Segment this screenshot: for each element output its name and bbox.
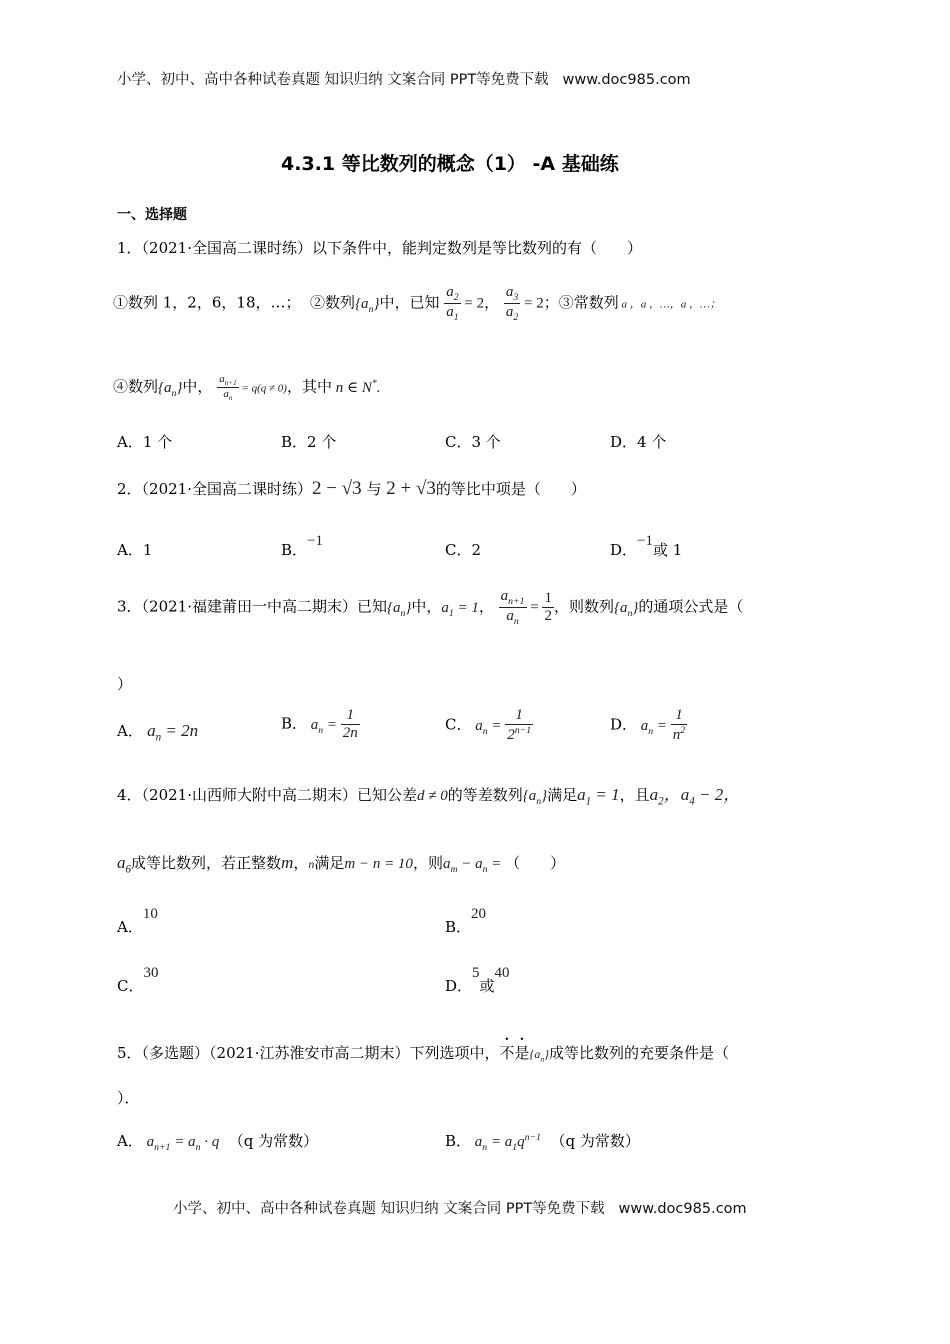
d-neq-0-formula: d ≠ 0 (417, 788, 448, 804)
banner-text: 小学、初中、高中各种试卷真题 知识归纳 文案合同 PPT等免费下载 (117, 72, 549, 88)
q1-cond2-a: ②数列 (310, 293, 356, 312)
q4-option-d-label: D． (445, 977, 473, 995)
q5-stem-a: 5．（多选题）（2021·江苏淮安市高二期末）下列选项中， (117, 1044, 500, 1062)
q3-option-b (281, 707, 360, 742)
seq-an-formula: $\{a_n\}$ (355, 295, 380, 315)
q5-stem-b: 成等比数列的充要条件是（ (549, 1044, 730, 1062)
q2-option-d-value: −1 (637, 533, 653, 549)
q5-close: ）． (117, 1089, 140, 1107)
q4-option-a-label: A． (117, 918, 143, 936)
q2-option-b (281, 533, 323, 560)
q2-mid: 与 (366, 480, 382, 498)
q4-option-c-label: C． (117, 977, 144, 995)
a2-a4-formula: $a_2$，$a_4 - 2$， (649, 785, 741, 808)
q1-cond1: ①数列 1，2，6，18，…； (113, 293, 301, 312)
q4-line2d: （ ） (505, 854, 566, 872)
q4-line2b: 满足 (314, 854, 345, 872)
q3-seq-formula: $\{a_n\}$ (387, 599, 412, 619)
q4-line2: $a_6$成等比数列，若正整数m，n满足m − n = 10，则$a_m - a_n$ = （ ） (117, 853, 566, 876)
q4-option-c-value: 30 (143, 965, 159, 981)
q4-mid3: ，且 (619, 786, 650, 804)
footer-banner-site: www.doc985.com (618, 1201, 747, 1217)
m-formula: m (281, 853, 294, 872)
q3-mid2: ，则数列 (553, 597, 614, 616)
q3-option-c (445, 707, 533, 744)
q1-stem: 1．（2021·全国高二课时练）以下条件中，能判定数列是等比数列的有（ ） (117, 239, 642, 257)
two-minus-sqrt3-formula: 2 − √3 (312, 478, 362, 499)
q4-option-b (445, 906, 487, 937)
q5-option-b (445, 1130, 640, 1153)
q5-option-b-label: B． (445, 1132, 472, 1150)
page-title: 4.3.1 等比数列的概念（1） -A 基础练 (281, 153, 619, 175)
q4-stem: 4．（2021·山西师大附中高二期末）已知公差 (117, 786, 417, 804)
n-formula: n (308, 857, 315, 871)
q2-option-b-value: −1 (307, 533, 323, 549)
q4-line2c: ，则 (412, 854, 443, 872)
q1-cond2-b: 中，已知 (379, 293, 440, 312)
section-heading: 一、选择题 (117, 207, 187, 223)
q3-option-d-label: D． (610, 715, 638, 734)
a6-formula: $a_6$ (117, 853, 132, 876)
frac-1-2n: $\frac{1}{2n}$ (342, 707, 358, 741)
q2-option-a: A．1 (117, 541, 153, 559)
q5-not-word: 不是 (499, 1044, 530, 1062)
q3-option-a (117, 720, 198, 743)
half-formula: $\frac{1}{2}$ (544, 590, 552, 624)
seq-an-formula-2: $\{a_n\}$ (158, 379, 183, 399)
q3-tail: 的通项公式是（ (638, 597, 744, 616)
an-eq-a1-q-formula: $a_n = a_1q^{n-1}$ (471, 1132, 541, 1153)
q2-stem: 2．（2021·全国高二课时练） (117, 480, 312, 498)
frac-1-2pow: $\frac{1}{2^{n-1}}$ (507, 707, 532, 743)
q3-option-c-label: C． (445, 715, 472, 734)
q2-option-d-suffix: 或 1 (653, 541, 683, 559)
q2-option-b-label: B． (281, 541, 308, 559)
a1-eq-1-formula-q4: $a_1 = 1$ (577, 785, 620, 808)
q2-stem-line (117, 478, 586, 500)
an-2n-formula: $a_n = 2n$ (142, 721, 199, 744)
an-1-over-2pow-formula: $a_n$ = (471, 717, 506, 737)
q1-option-a: A．1 个 (117, 433, 173, 451)
q5-stem-line (117, 1035, 729, 1063)
footer-banner-text: 小学、初中、高中各种试卷真题 知识归纳 文案合同 PPT等免费下载 (173, 1201, 605, 1217)
q3-stem-line: 3．（2021·福建莆田一中高二期末）已知$\{a_n\}$中，$a_1 = 1$， $\frac{a_{n+1}}{a_n}$ = $\frac{1}{2}$ ，则数列$\{a_n\}$的通项公式是（ (117, 588, 744, 627)
q4-line2a: 成等比数列，若正整数 (131, 854, 282, 872)
q4-option-d (445, 965, 510, 996)
am-minus-an-formula: $a_m - a_n$ = (442, 856, 506, 875)
q4-mid2: 满足 (547, 786, 578, 804)
q4-option-a-value: 10 (142, 906, 158, 922)
q2-tail: 的等比中项是（ ） (435, 480, 586, 498)
an1-eq-an-q-formula: $a_{n+1} = a_n \cdot q$ (142, 1134, 220, 1153)
q4-option-b-value: 20 (471, 906, 487, 922)
q4-option-b-label: B． (445, 918, 472, 936)
q3-seq-formula-2: $\{a_n\}$ (614, 599, 639, 619)
q1-cond4-b: 中， (182, 377, 213, 396)
ratio-a2-a1-formula: $\frac{a_2}{a_1}$ (446, 284, 459, 323)
q1-conditions-line2: ④数列$\{a_n\}$中， $\frac{a_{n+1}}{a_n}$ = q(q ≠ 0)，其中 n ∈ N*. (113, 373, 381, 403)
q5-option-b-note: （q 为常数） (550, 1132, 640, 1150)
q4-mid1: 的等差数列 (447, 786, 523, 804)
q3-option-a-label: A． (117, 722, 143, 740)
q5-option-a-label: A． (117, 1132, 143, 1150)
header-banner (117, 68, 691, 89)
q2-option-d (610, 533, 683, 560)
q1-option-b: B．2 个 (281, 433, 337, 451)
q4-option-d-value-5: 5 (472, 965, 480, 981)
an-1-over-2n-formula: $a_n$ = (307, 716, 341, 736)
n-in-N-formula: n ∈ N*. (331, 377, 381, 396)
ratio-a3-a2-formula: $\frac{a_3}{a_2}$ (505, 284, 519, 323)
q1-cond3: ；③常数列 (543, 293, 619, 312)
q1-option-d: D．4 个 (610, 433, 667, 451)
q3-stem: 3．（2021·福建莆田一中高二期末）已知 (117, 597, 387, 616)
m-minus-n-10-formula: m − n = 10 (344, 856, 413, 872)
q5-option-a-note: （q 为常数） (228, 1132, 319, 1150)
q5-seq-formula: $\{a_n\}$ (529, 1047, 550, 1064)
q3-mid1: 中， (411, 597, 442, 616)
banner-site: www.doc985.com (562, 72, 691, 88)
a1-eq-1-formula: $a_1 = 1$ (441, 599, 479, 619)
footer-banner (173, 1197, 747, 1218)
q3-close: ） (117, 675, 133, 693)
q1-conditions-line1: ①数列 1，2，6，18，…； ②数列$\{a_n\}$中，已知 $\frac{a_2}{a_1}$ = 2， $\frac{a_3}{a_2}$ = 2；③常数列 a ，a ，…，a ，…； (113, 284, 721, 323)
q5-option-a (117, 1130, 318, 1153)
q4-option-a (117, 906, 158, 937)
q4-option-c (117, 965, 159, 996)
q4-option-d-value-40: 40 (494, 965, 510, 981)
q1-cond4-c: ，其中 (286, 377, 332, 396)
q2-option-d-label: D． (610, 541, 638, 559)
q3-option-d (610, 707, 687, 744)
q4-seq-formula: $\{a_n\}$ (522, 788, 548, 807)
q1-option-c: C．3 个 (445, 433, 501, 451)
an-1-over-n2-formula: $a_n$ = (637, 717, 671, 737)
ratio-half-formula: $\frac{a_{n+1}}{a_n}$ (500, 588, 525, 627)
ratio-q-formula: $\frac{a_{n+1}}{a_n}$ (219, 373, 237, 403)
two-plus-sqrt3-formula: 2 + √3 (386, 478, 436, 499)
const-seq-formula: a ，a ，…，a ，…； (618, 298, 721, 311)
q4-option-d-or: 或 (479, 977, 495, 995)
q3-option-b-label: B． (281, 714, 308, 733)
q1-cond4-a: ④数列 (113, 377, 159, 396)
frac-1-n2: $\frac{1}{n^2}$ (672, 707, 686, 743)
q2-option-c: C．2 (445, 541, 482, 559)
q4-stem-line (117, 780, 740, 807)
